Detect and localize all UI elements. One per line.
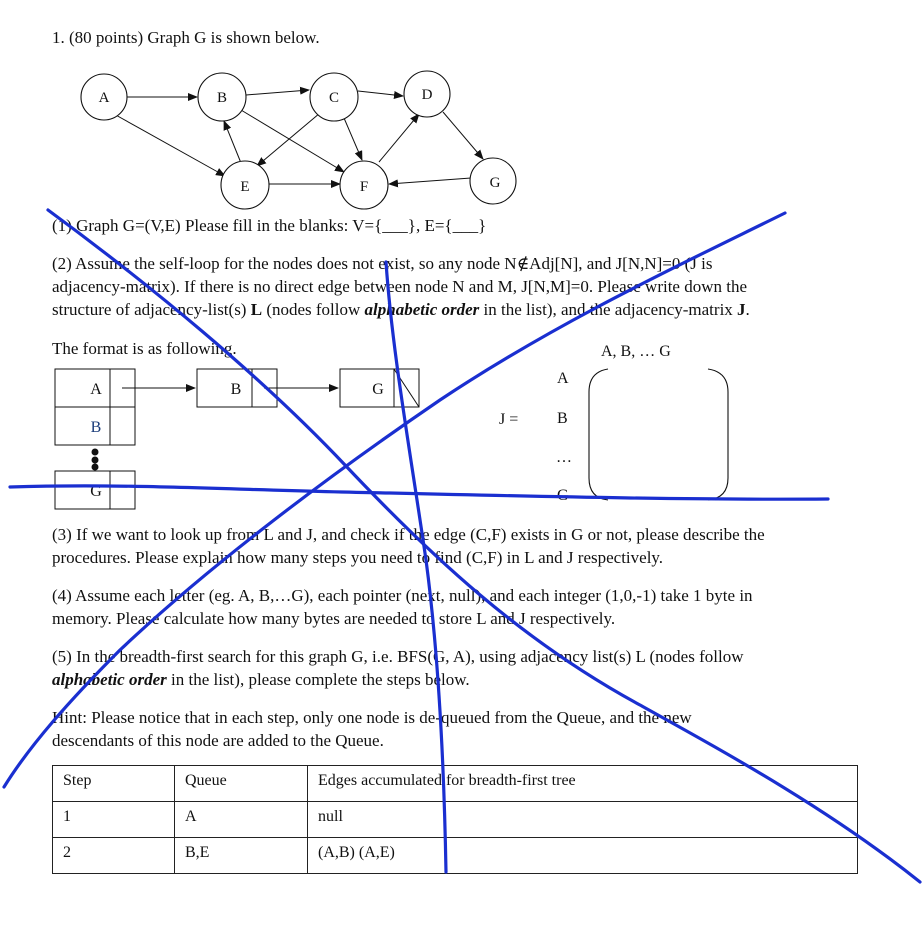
matrix-row-g: G xyxy=(557,487,569,504)
table-row: 1 A null xyxy=(53,802,858,838)
q4-line1: (4) Assume each letter (eg. A, B,…G), each pointer (next, null), and each integer (1,0,-1) take 1 byte in xyxy=(52,586,753,605)
edge-e-b xyxy=(224,121,241,163)
edge-b-c xyxy=(246,90,309,95)
matrix-row-b: B xyxy=(557,410,568,427)
hint-line1: Hint: Please notice that in each step, only one node is de-queued from the Queue, and the new xyxy=(52,708,692,727)
header-edges: Edges accumulated for breadth-first tree xyxy=(308,766,858,802)
edge-g-f xyxy=(389,178,471,184)
node-label-g: G xyxy=(489,175,501,191)
matrix-j-label: J = xyxy=(499,411,519,428)
edge-f-d xyxy=(379,114,419,162)
node-label-b: B xyxy=(216,90,228,106)
question-heading: 1. (80 points) Graph G is shown below. xyxy=(52,28,320,47)
node-label-a: A xyxy=(98,90,110,106)
header-step: Step xyxy=(53,766,175,802)
matrix-left-bracket xyxy=(589,369,608,500)
node-label-e: E xyxy=(240,179,250,195)
q2-line2: adjacency-matrix). If there is no direct edge between node N and M, J[N,M]=0. Please write down the xyxy=(52,277,748,296)
q5-line2: alphabetic order in the list), please complete the steps below. xyxy=(52,670,470,689)
q3-line1: (3) If we want to look up from L and J, and check if the edge (C,F) exists in G or not, please describe the xyxy=(52,525,765,544)
matrix-row-a: A xyxy=(557,370,569,387)
q3-line2: procedures. Please explain how many steps you need to find (C,F) in L and J respectively. xyxy=(52,548,664,567)
table-row: 2 B,E (A,B) (A,E) xyxy=(53,838,858,874)
matrix-col-header: A, B, … G xyxy=(601,343,671,360)
adj-cell-a: A xyxy=(90,381,102,398)
hint-line2: descendants of this node are added to the Queue. xyxy=(52,731,384,750)
node-label-f: F xyxy=(359,179,369,195)
adj-cell-g: G xyxy=(372,381,384,398)
edge-c-f xyxy=(344,118,362,160)
node-label-c: C xyxy=(328,90,340,106)
q2-line3: structure of adjacency-list(s) L (nodes follow alphabetic order in the list), and the adjacency-matrix J. xyxy=(52,300,750,319)
q4-line2: memory. Please calculate how many bytes are needed to store L and J respectively. xyxy=(52,609,616,628)
edge-d-g xyxy=(443,112,483,159)
adj-cell-b-row: B xyxy=(90,419,102,436)
table-header-row xyxy=(53,766,858,802)
q5-line1: (5) In the breadth-first search for this graph G, i.e. BFS(G, A), using adjacency list(s) L (nodes follow xyxy=(52,647,744,666)
q1-text: (1) Graph G=(V,E) Please fill in the blanks: V={___}, E={___} xyxy=(52,216,487,235)
edge-c-d xyxy=(358,91,403,96)
q2-line1: (2) Assume the self-loop for the nodes does not exist, so any node N∉Adj[N], and J[N,N]=0 (J is xyxy=(52,254,713,273)
node-label-d: D xyxy=(421,87,433,103)
adj-cell-g-row: G xyxy=(90,483,102,500)
adj-cell-b: B xyxy=(230,381,242,398)
edge-c-e xyxy=(257,113,320,166)
bfs-steps-table xyxy=(52,765,858,874)
format-text: The format is as following. xyxy=(52,339,237,358)
header-queue: Queue xyxy=(175,766,308,802)
edge-a-e xyxy=(114,114,225,176)
matrix-row-dots: … xyxy=(556,449,572,466)
matrix-right-bracket xyxy=(708,369,728,500)
